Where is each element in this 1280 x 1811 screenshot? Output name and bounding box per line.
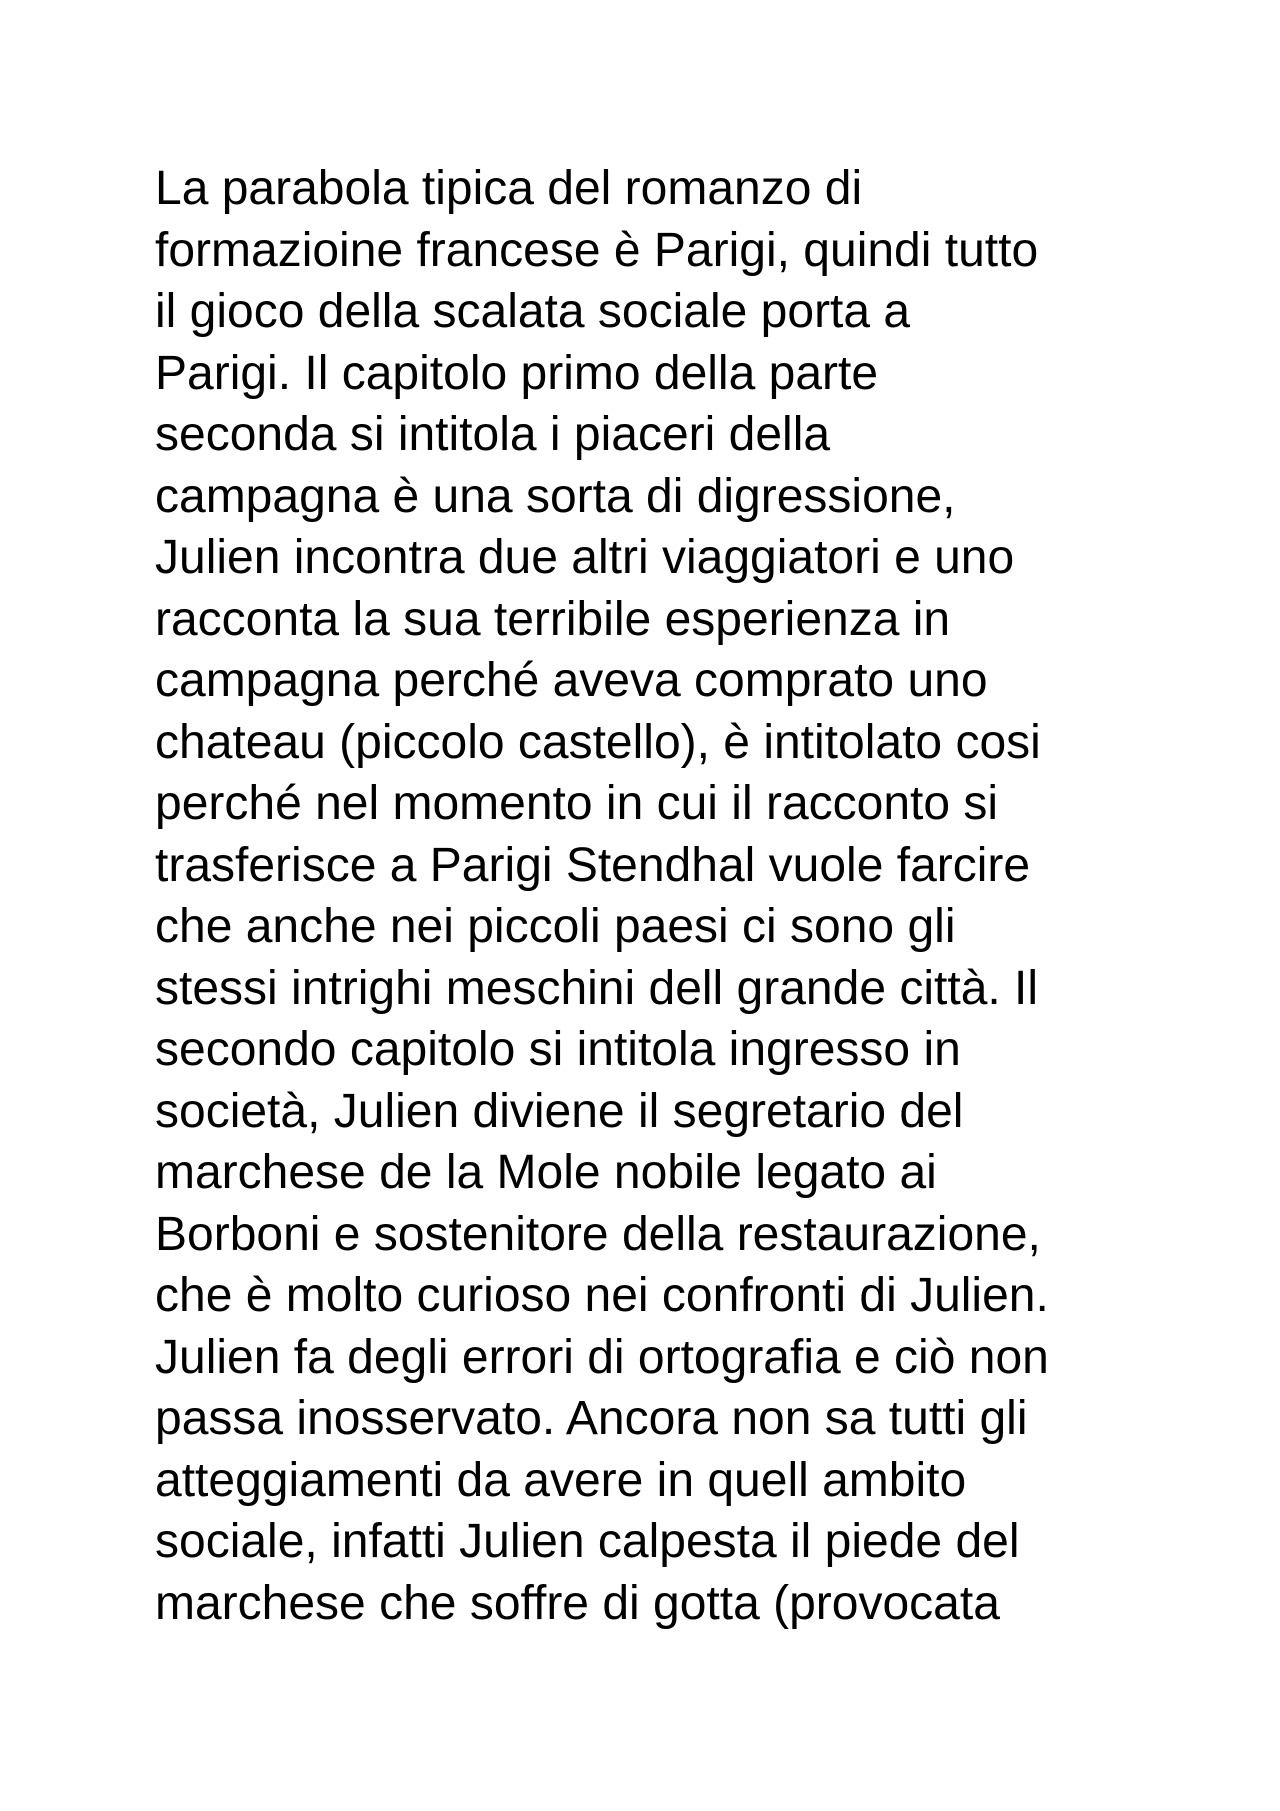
text-line: secondo capitolo si intitola ingresso in	[155, 1023, 961, 1076]
text-line: che anche nei piccoli paesi ci sono gli	[155, 900, 956, 953]
text-line: passa inosservato. Ancora non sa tutti gli	[155, 1392, 1028, 1445]
text-line: marchese de la Mole nobile legato ai	[155, 1146, 937, 1199]
body-text	[155, 158, 1185, 1634]
text-line: racconta la sua terribile esperienza in	[155, 592, 951, 646]
text-line: che è molto curioso nei confronti di Julien.	[155, 1269, 1049, 1322]
text-line: perché nel momento in cui il racconto si	[155, 777, 999, 830]
text-line: campagna è una sorta di digressione,	[155, 469, 956, 523]
text-line: chateau (piccolo castello), è intitolato cosi	[155, 715, 1041, 769]
text-line: il gioco della scalata sociale porta a	[155, 285, 911, 338]
text-line: formazioine francese è Parigi, quindi tutto	[155, 223, 1039, 277]
text-line: campagna perché aveva comprato uno	[155, 654, 988, 707]
text-line: Julien fa degli errori di ortografia e ciò non	[155, 1330, 1049, 1384]
text-line: atteggiamenti da avere in quell ambito	[155, 1453, 967, 1507]
text-line: Julien incontra due altri viaggiatori e uno	[155, 531, 1015, 584]
text-line: società, Julien diviene il segretario del	[155, 1084, 964, 1138]
text-line: marchese che soffre di gotta (provocata	[155, 1576, 1000, 1630]
text-line: Borboni e sostenitore della restaurazione,	[155, 1207, 1041, 1261]
text-line: sociale, infatti Julien calpesta il piede del	[155, 1515, 1020, 1568]
text-line: trasferisce a Parigi Stendhal vuole farcire	[155, 838, 1031, 892]
text-line: Parigi. Il capitolo primo della parte	[155, 346, 879, 400]
text-line: stessi intrighi meschini dell grande città. Il	[155, 961, 1039, 1015]
text-line: La parabola tipica del romanzo di	[155, 162, 863, 215]
text-line: seconda si intitola i piaceri della	[155, 408, 831, 461]
